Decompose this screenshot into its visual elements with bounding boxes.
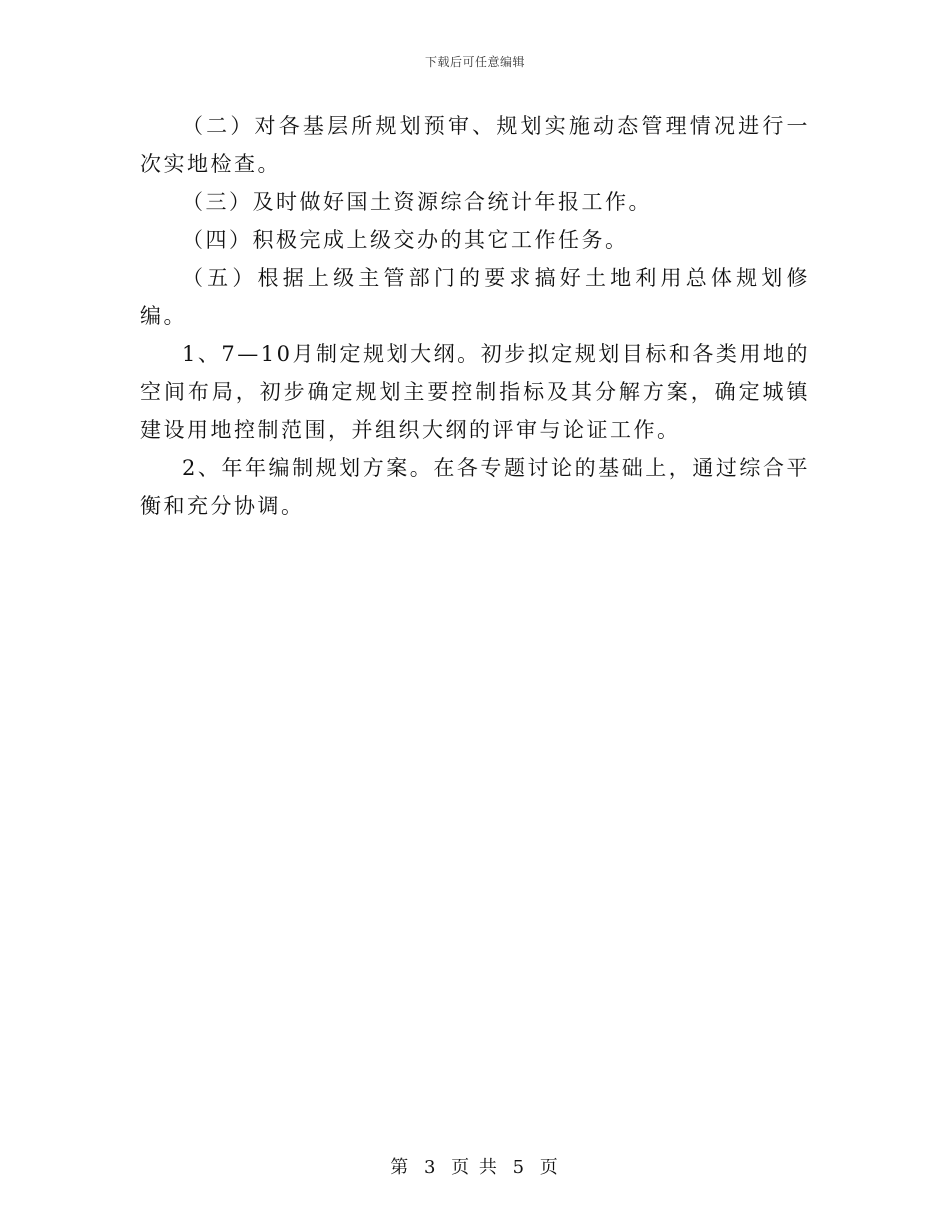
paragraph-section-3: （三）及时做好国土资源综合统计年报工作。 xyxy=(182,190,652,214)
page-number-footer xyxy=(0,1153,950,1179)
paragraph-item-1: 1、7—10月制定规划大纲。初步拟定规划目标和各类用地的空间布局，初步确定规划主要控制指标及其分解方案，确定城镇建设用地控制范围，并组织大纲的评审与论证工作。 xyxy=(140,342,810,442)
paragraph-item-2: 2、年年编制规划方案。在各专题讨论的基础上，通过综合平衡和充分协调。 xyxy=(140,456,810,518)
document-body xyxy=(140,107,810,525)
footer-prefix: 第 xyxy=(390,1157,411,1178)
paragraph-section-2: （二）对各基层所规划预审、规划实施动态管理情况进行一次实地检查。 xyxy=(140,114,810,176)
header-note: 下载后可任意编辑 xyxy=(424,55,525,69)
footer-middle: 页 共 xyxy=(451,1157,499,1178)
footer-current-page: 3 xyxy=(423,1157,438,1178)
paragraph-section-4: （四）积极完成上级交办的其它工作任务。 xyxy=(182,228,629,252)
paragraph-section-5: （五）根据上级主管部门的要求搞好土地利用总体规划修编。 xyxy=(140,266,810,328)
footer-suffix: 页 xyxy=(539,1157,560,1178)
footer-total-pages: 5 xyxy=(512,1157,527,1178)
